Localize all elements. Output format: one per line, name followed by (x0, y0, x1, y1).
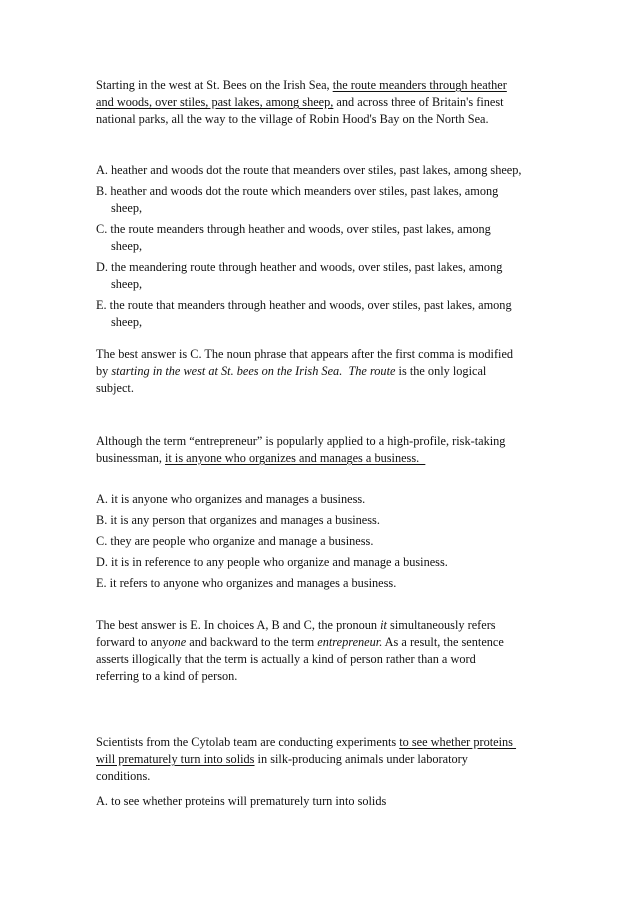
q2-answer-text: As a result, the sentence (382, 635, 504, 649)
q1-answer-explanation (96, 346, 556, 397)
q3-underlined-text: to see whether proteins (399, 735, 517, 749)
q2-stem-line-1: Although the term “entrepreneur” is popularly applied to a high-profile, risk-taking (96, 434, 506, 448)
q1-option-e-line-2: sheep, (111, 315, 143, 329)
q3-stem-text: in silk-producing animals under laboratory (254, 752, 468, 766)
q1-option-a: A. heather and woods dot the route that meanders over stiles, past lakes, among sheep, (96, 163, 522, 177)
q1-stem-text: Starting in the west at St. Bees on the Irish Sea, (96, 78, 333, 92)
q1-stem-line-3: national parks, all the way to the village of Robin Hood's Bay on the North Sea. (96, 112, 489, 126)
q1-stem-text: and across three of Britain's finest (333, 95, 504, 109)
q1-stem-line-2 (96, 94, 556, 111)
q2-answer-italic: entrepreneur. (317, 635, 383, 649)
q1-option-e (96, 297, 556, 331)
q2-answer-text: The best answer is E. In choices A, B and C, the pronoun (96, 618, 381, 632)
q1-option-d-line-1: D. the meandering route through heather and woods, over stiles, past lakes, among (96, 260, 503, 274)
q1-answer-italic: The route (348, 364, 396, 378)
q2-option-d: D. it is in reference to any people who organize and manage a business. (96, 555, 448, 569)
q2-option-c: C. they are people who organize and manage a business. (96, 534, 374, 548)
q2-stem-text: businessman, (96, 451, 165, 465)
q1-option-b-line-2: sheep, (111, 201, 143, 215)
q1-stem (96, 77, 556, 128)
q3-stem (96, 734, 556, 785)
q2-option-b: B. it is any person that organizes and manages a business. (96, 513, 380, 527)
q3-options (96, 793, 556, 810)
q1-option-b (96, 183, 556, 217)
q2-answer-explanation (96, 617, 556, 685)
q1-option-d-line-2: sheep, (111, 277, 143, 291)
q1-stem-line-1 (96, 77, 556, 94)
q2-answer-text: forward to any (96, 635, 169, 649)
q1-option-d (96, 259, 556, 293)
q1-answer-line-3: subject. (96, 381, 134, 395)
q2-stem (96, 433, 556, 467)
q2-options (96, 491, 556, 592)
q3-stem-text: Scientists from the Cytolab team are conducting experiments (96, 735, 400, 749)
q2-underlined-text: it is anyone who organizes and manages a business. (165, 451, 426, 465)
q2-answer-line-3: asserts illogically that the term is actually a kind of person rather than a word (96, 652, 476, 666)
q2-option-a: A. it is anyone who organizes and manages a business. (96, 492, 366, 506)
q1-answer-line-2 (96, 363, 556, 380)
q1-option-e-line-1: E. the route that meanders through heather and woods, over stiles, past lakes, among (96, 298, 512, 312)
q1-option-b-line-1: B. heather and woods dot the route which meanders over stiles, past lakes, among (96, 184, 499, 198)
q3-underlined-text: will prematurely turn into solids (96, 752, 255, 766)
q2-answer-line-4: referring to a kind of person. (96, 669, 238, 683)
q1-option-c-line-2: sheep, (111, 239, 143, 253)
q3-option-a: A. to see whether proteins will prematurely turn into solids (96, 794, 387, 808)
q2-stem-line-2 (96, 450, 556, 467)
q2-answer-line-2 (96, 634, 556, 651)
q1-underlined-text: the route meanders through heather (332, 78, 507, 92)
q3-stem-line-2 (96, 751, 556, 768)
q1-option-c-line-1: C. the route meanders through heather and woods, over stiles, past lakes, among (96, 222, 491, 236)
q1-answer-text: is the only logical (395, 364, 487, 378)
q1-options (96, 162, 556, 331)
q1-option-c (96, 221, 556, 255)
q2-answer-text: and backward to the term (186, 635, 318, 649)
q2-answer-italic: it (380, 618, 387, 632)
q2-answer-italic: one (168, 635, 187, 649)
q2-answer-line-1 (96, 617, 556, 634)
q2-option-e: E. it refers to anyone who organizes and manages a business. (96, 576, 397, 590)
q1-answer-text: by (96, 364, 112, 378)
q3-stem-line-1 (96, 734, 556, 751)
q1-answer-line-1: The best answer is C. The noun phrase that appears after the first comma is modified (96, 347, 514, 361)
q1-underlined-text: and woods, over stiles, past lakes, among sheep, (96, 95, 334, 109)
q2-answer-text: simultaneously refers (386, 618, 496, 632)
q3-stem-line-3: conditions. (96, 769, 151, 783)
q1-answer-italic: starting in the west at St. bees on the Irish Sea. (111, 364, 343, 378)
